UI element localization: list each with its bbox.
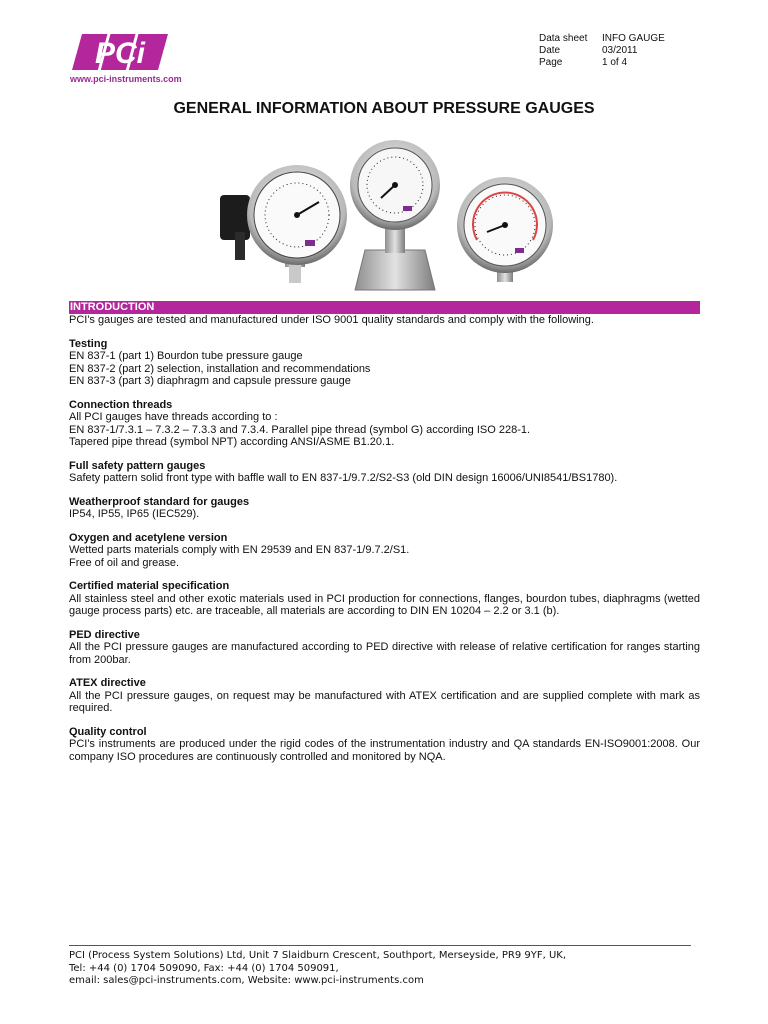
document-meta — [539, 33, 665, 69]
section-weatherproof — [69, 496, 700, 521]
section-oxygen — [69, 532, 700, 570]
text-line: EN 837-3 (part 3) diaphragm and capsule pressure gauge — [69, 375, 351, 387]
section-full-safety — [69, 460, 700, 485]
section-ped — [69, 629, 700, 667]
document-body — [69, 301, 700, 763]
paragraph: All the PCI pressure gauges are manufactured according to PED directive with release of relative certification for ranges starting from 200bar. — [69, 641, 700, 666]
section-heading: ATEX directive — [69, 677, 146, 689]
text-line: Tapered pipe thread (symbol NPT) according ANSI/ASME B1.20.1. — [69, 436, 395, 448]
footer-phone: Tel: +44 (0) 1704 509090, Fax: +44 (0) 1704 509091, — [69, 962, 339, 974]
section-atex — [69, 677, 700, 715]
footer-contact[interactable]: email: sales@pci-instruments.com, Website: www.pci-instruments.com — [69, 975, 424, 986]
meta-value: INFO GAUGE — [602, 33, 665, 44]
section-heading: Full safety pattern gauges — [69, 459, 206, 472]
paragraph: All stainless steel and other exotic materials used in PCI production for connections, flanges, bourdon tubes, diaphragms (wetted gauge process parts) etc. are traceable, all materials are according to DIN EN 10204 – 2.2 or 3.1 (b). — [69, 592, 700, 617]
paragraph: All the PCI pressure gauges, on request may be manufactured with ATEX certification and are supplied complete with mark as required. — [69, 689, 700, 714]
page-footer — [69, 945, 691, 988]
section-heading: Oxygen and acetylene version — [69, 531, 228, 544]
meta-row — [539, 57, 665, 69]
text-line: IP54, IP55, IP65 (IEC529). — [69, 508, 200, 520]
footer-address: PCI (Process System Solutions) Ltd, Unit 7 Slaidburn Crescent, Southport, Merseyside, PR9 9YF, UK, — [69, 950, 567, 961]
section-heading: Testing — [69, 337, 108, 350]
text-line: Free of oil and grease. — [69, 556, 180, 569]
footer-divider — [69, 945, 691, 946]
header-url[interactable]: www.pci-instruments.com — [70, 74, 182, 84]
meta-label: Date — [539, 45, 561, 56]
text-line: EN 837-1 (part 1) Bourdon tube pressure gauge — [69, 350, 303, 362]
section-heading: Quality control — [69, 725, 147, 738]
section-testing — [69, 338, 700, 388]
text-line: All PCI gauges have threads according to : — [69, 411, 278, 423]
section-heading: Connection threads — [69, 398, 173, 411]
section-connection-threads — [69, 399, 700, 449]
meta-value: 1 of 4 — [602, 57, 628, 68]
svg-text:PCi: PCi — [94, 37, 146, 70]
section-heading: Certified material specification — [69, 580, 230, 592]
meta-row — [539, 45, 665, 57]
text-line: Safety pattern solid front type with baffle wall to EN 837-1/9.7.2/S2-S3 (old DIN design 16006/UNI8541/BS1780). — [69, 472, 618, 484]
pressure-gauges-photo — [215, 140, 555, 295]
section-heading: Weatherproof standard for gauges — [69, 495, 250, 508]
section-bar-introduction: INTRODUCTION — [69, 301, 700, 314]
section-quality-control — [69, 726, 700, 764]
meta-label: Data sheet — [539, 33, 588, 44]
text-line: Wetted parts materials comply with EN 29539 and EN 837-1/9.7.2/S1. — [69, 544, 410, 556]
text-line: EN 837-1/7.3.1 – 7.3.2 – 7.3.3 and 7.3.4. Parallel pipe thread (symbol G) according ISO 228-1. — [69, 423, 531, 436]
meta-value: 03/2011 — [602, 45, 638, 56]
section-certified-material — [69, 580, 700, 618]
section-heading: PED directive — [69, 628, 140, 641]
paragraph: PCI's instruments are produced under the rigid codes of the instrumentation industry and QA standards EN-ISO9001:2008. Our company ISO procedures are continuously controlled and monitored by NQA. — [69, 738, 700, 763]
meta-label: Page — [539, 57, 563, 68]
intro-text: PCI's gauges are tested and manufactured under ISO 9001 quality standards and comply with the following. — [69, 314, 594, 326]
meta-row — [539, 33, 665, 45]
text-line: EN 837-2 (part 2) selection, installation and recommendations — [69, 362, 371, 375]
page-title: GENERAL INFORMATION ABOUT PRESSURE GAUGES — [173, 100, 595, 117]
pci-logo — [70, 32, 170, 72]
